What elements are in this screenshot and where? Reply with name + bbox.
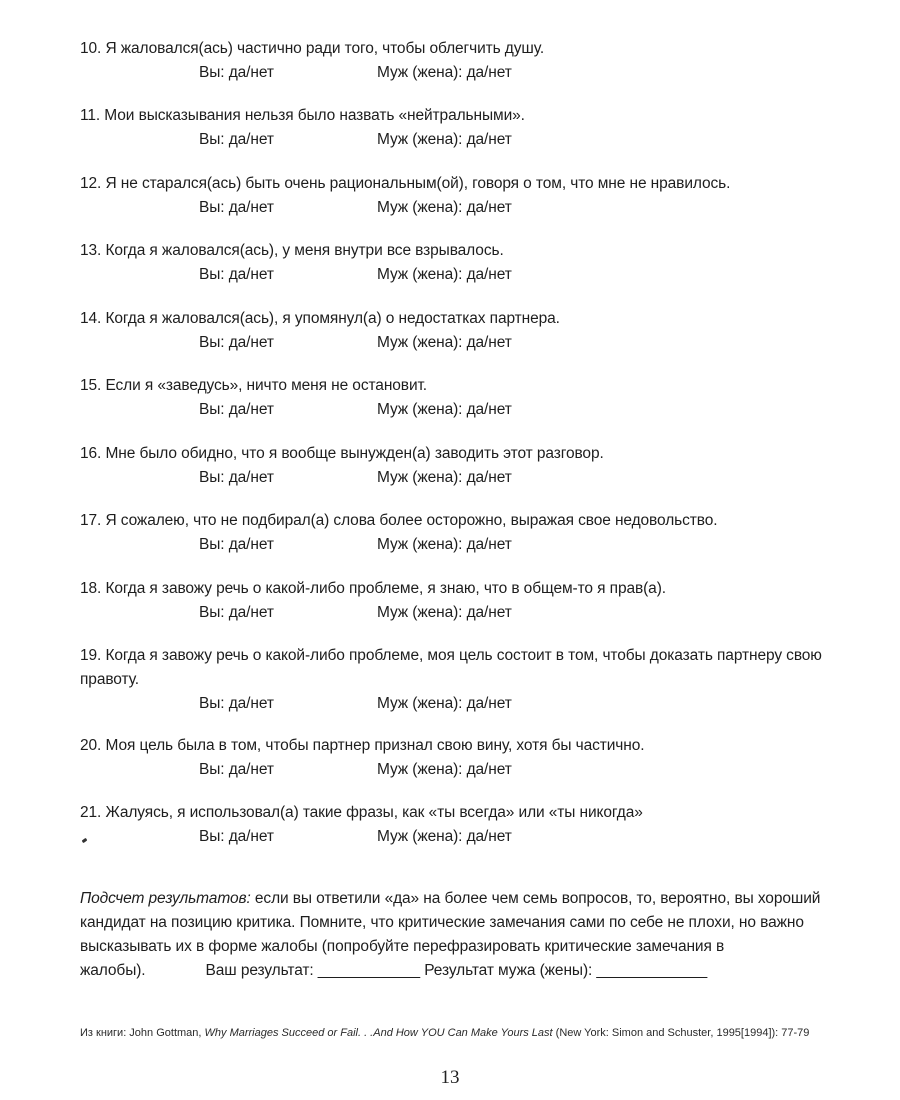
answer-row (80, 466, 850, 490)
answer-you: Вы: да/нет (199, 199, 274, 216)
answer-you: Вы: да/нет (199, 761, 274, 778)
answer-spouse: Муж (жена): да/нет (377, 828, 512, 845)
source-title: Why Marriages Succeed or Fail. . .And How YOU Can Make Yours Last (204, 1027, 553, 1039)
answer-spouse: Муж (жена): да/нет (377, 401, 512, 418)
answer-row (80, 692, 850, 716)
answer-spouse: Муж (жена): да/нет (377, 536, 512, 553)
answer-row (80, 128, 850, 152)
scoring-lead: Подсчет результатов: (80, 890, 251, 907)
question-10 (80, 37, 850, 85)
question-text: 12. Я не старался(ась) быть очень рациональным(ой), говоря о том, что мне не нравилось. (80, 175, 731, 192)
question-20 (80, 734, 850, 782)
answer-row (80, 758, 850, 782)
scoring-text: если вы ответили «да» на более чем семь вопросов, то, вероятно, вы хороший кандидат на позицию критика. Помните, что критические замечания сами по себе не плохи, но важно высказывать их в форме жалобы (попробуйте перефразировать критические замечания в жалобы). (80, 890, 821, 979)
answer-row (80, 398, 850, 422)
question-16 (80, 442, 850, 490)
question-text: 15. Если я «заведусь», ничто меня не остановит. (80, 377, 427, 394)
answer-row (80, 331, 850, 355)
question-text: 16. Мне было обидно, что я вообще вынужден(а) заводить этот разговор. (80, 445, 604, 462)
question-text: 20. Моя цель была в том, чтобы партнер признал свою вину, хотя бы частично. (80, 737, 645, 754)
source-suffix: (New York: Simon and Schuster, 1995[1994]): 77-79 (552, 1027, 810, 1039)
question-text: 21. Жалуясь, я использовал(а) такие фразы, как «ты всегда» или «ты никогда» (80, 804, 643, 821)
answer-you: Вы: да/нет (199, 401, 274, 418)
question-18 (80, 577, 850, 625)
scoring-paragraph (80, 887, 865, 983)
page-number: 13 (440, 1067, 460, 1088)
question-17 (80, 509, 850, 557)
answer-spouse: Муж (жена): да/нет (377, 199, 512, 216)
answer-you: Вы: да/нет (199, 828, 274, 845)
answer-spouse: Муж (жена): да/нет (377, 761, 512, 778)
your-result: Ваш результат: ____________ (205, 962, 421, 979)
answer-row (80, 825, 850, 849)
answer-spouse: Муж (жена): да/нет (377, 64, 512, 81)
question-text: 18. Когда я завожу речь о какой-либо проблеме, я знаю, что в общем-то я прав(а). (80, 580, 666, 597)
answer-row (80, 601, 850, 625)
spouse-result: Результат мужа (жены): _____________ (424, 962, 708, 979)
answer-you: Вы: да/нет (199, 266, 274, 283)
question-11 (80, 104, 850, 152)
answer-row (80, 61, 850, 85)
answer-you: Вы: да/нет (199, 131, 274, 148)
answer-spouse: Муж (жена): да/нет (377, 334, 512, 351)
source-citation (80, 1025, 840, 1042)
question-14 (80, 307, 850, 355)
question-12 (80, 172, 850, 220)
question-text: 10. Я жаловался(ась) частично ради того, чтобы облегчить душу. (80, 40, 545, 57)
answer-spouse: Муж (жена): да/нет (377, 266, 512, 283)
answer-spouse: Муж (жена): да/нет (377, 604, 512, 621)
source-prefix: Из книги: John Gottman, (80, 1027, 205, 1039)
question-text: 14. Когда я жаловался(ась), я упомянул(а) о недостатках партнера. (80, 310, 560, 327)
answer-you: Вы: да/нет (199, 536, 274, 553)
answer-you: Вы: да/нет (199, 469, 274, 486)
question-13 (80, 239, 850, 287)
answer-you: Вы: да/нет (199, 604, 274, 621)
question-21 (80, 801, 850, 849)
question-19 (80, 644, 850, 716)
question-text: 19. Когда я завожу речь о какой-либо проблеме, моя цель состоит в том, чтобы доказать партнеру свою правоту. (80, 647, 822, 688)
question-text: 11. Мои высказывания нельзя было назвать «нейтральными». (80, 107, 525, 124)
answer-row (80, 533, 850, 557)
answer-you: Вы: да/нет (199, 334, 274, 351)
question-text: 13. Когда я жаловался(ась), у меня внутри все взрывалось. (80, 242, 504, 259)
answer-row (80, 196, 850, 220)
answer-spouse: Муж (жена): да/нет (377, 695, 512, 712)
question-text: 17. Я сожалею, что не подбирал(а) слова более осторожно, выражая свое недовольство. (80, 512, 718, 529)
question-15 (80, 374, 850, 422)
answer-spouse: Муж (жена): да/нет (377, 131, 512, 148)
answer-spouse: Муж (жена): да/нет (377, 469, 512, 486)
answer-you: Вы: да/нет (199, 695, 274, 712)
answer-you: Вы: да/нет (199, 64, 274, 81)
answer-row (80, 263, 850, 287)
